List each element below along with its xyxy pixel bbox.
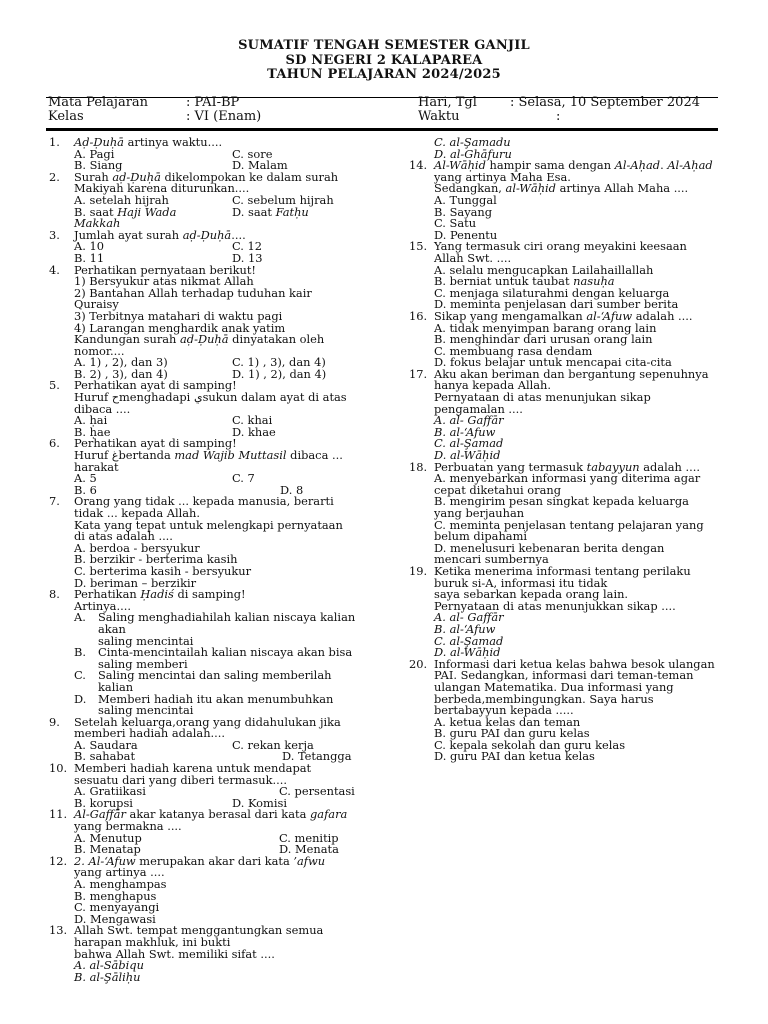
- option-a: A. al- Gaffār: [434, 413, 504, 428]
- question-text: bertabayyun kepada .....: [434, 703, 574, 718]
- option-text: Memberi hadiah itu akan menumbuhkan: [98, 691, 334, 706]
- question-text: Pernyataan di atas menunjukkan sikap ....: [434, 598, 676, 613]
- question-text: adalah ....: [632, 308, 693, 323]
- option-d: [74, 691, 369, 718]
- option-b: B. 2) , 3), dan 4): [74, 366, 168, 381]
- question-text: harapan makhluk, ini bukti: [74, 934, 231, 949]
- question-number: 11.: [49, 807, 68, 822]
- question-term: ’afwu: [293, 853, 326, 868]
- option-b: B. Menatap: [74, 842, 141, 857]
- option-label: B.: [74, 645, 86, 660]
- question-text: bahwa Allah Swt. memiliki sifat ....: [74, 946, 275, 961]
- option-a: A. 5: [74, 471, 97, 486]
- question-text: Perbuatan yang termasuk: [434, 459, 587, 474]
- question-number: 12.: [49, 853, 68, 868]
- question-2: [49, 169, 369, 231]
- option-label: C.: [74, 668, 86, 683]
- question-number: 17.: [409, 366, 428, 381]
- question-number: 16.: [409, 308, 428, 323]
- question-text: bertanda: [118, 448, 175, 463]
- option-c: C. menjaga silaturahmi dengan keluarga: [434, 285, 670, 300]
- option-b: B. ḥae: [74, 424, 111, 439]
- question-number: 6.: [49, 436, 60, 451]
- academic-year: TAHUN PELAJARAN 2024/2025: [267, 67, 501, 82]
- option-c: C. membuang rasa dendam: [434, 343, 593, 358]
- question-12: [49, 853, 369, 926]
- option-a: A. al-Sābiqu: [74, 958, 144, 973]
- question-text: memberi hadiah adalah....: [74, 726, 226, 741]
- question-text: .: [660, 158, 668, 173]
- option-b: B. saat: [74, 204, 118, 219]
- option-b: B. al-‘Afuw: [434, 424, 496, 439]
- subject-value: : PAI-BP: [186, 95, 240, 110]
- question-text: Sedangkan,: [434, 181, 506, 196]
- left-column: [49, 137, 369, 983]
- option-b: B. mengirim pesan singkat kepada keluarga: [434, 494, 689, 509]
- option-a: A. ketua kelas dan teman: [434, 714, 581, 729]
- question-number: 13.: [49, 923, 68, 938]
- question-number: 4.: [49, 262, 60, 277]
- question-text: aḍ-Ḍuḥā: [112, 169, 161, 184]
- time-label: Waktu: [418, 109, 460, 124]
- option-b: B. korupsi: [74, 795, 133, 810]
- option-a: A. Gratiikasi: [74, 784, 146, 799]
- question-text: Pernyataan di atas menunjukan sikap: [434, 390, 651, 405]
- time-value: :: [556, 109, 561, 124]
- option-c: C. khai: [232, 413, 273, 428]
- option-c: C. kepala sekolah dan guru kelas: [434, 737, 626, 752]
- question-term: Al-Aḥad: [614, 158, 661, 173]
- question-text: Allah Swt. ....: [434, 250, 512, 265]
- option-c: C. 7: [232, 471, 255, 486]
- statement-2-cont: Quraisy: [74, 297, 119, 312]
- right-column: [409, 137, 724, 763]
- question-text: menghadapi: [119, 390, 194, 405]
- option-label: D.: [74, 691, 87, 706]
- question-4: [49, 262, 369, 381]
- question-number: 5.: [49, 378, 60, 393]
- question-number: 3.: [49, 227, 60, 242]
- option-c: C. 12: [232, 239, 263, 254]
- option-c: C. menitip: [279, 830, 339, 845]
- option-d: D. beriman – berzikir: [74, 575, 197, 590]
- question-text: adalah ....: [639, 459, 700, 474]
- question-number: 10.: [49, 761, 68, 776]
- question-term: Al-Wāḥid: [434, 158, 486, 173]
- option-a: A. selalu mengucapkan Lailahaillallah: [434, 262, 654, 277]
- question-13-cont: [409, 137, 724, 160]
- question-20: [409, 656, 724, 764]
- option-text: saling memberi: [98, 656, 188, 671]
- option-d-cont: mencari sumbernya: [434, 552, 549, 567]
- question-text: dibaca ....: [74, 401, 131, 416]
- option-d: D. 1) , 2), dan 4): [232, 366, 327, 381]
- question-text: sukun dalam ayat di atas: [202, 390, 347, 405]
- option-c: C. al-Şamad: [434, 633, 504, 648]
- option-a: A. ḥai: [74, 413, 108, 428]
- option-d: D. meminta penjelasan dari sumber berita: [434, 297, 679, 312]
- question-text: harakat: [74, 459, 119, 474]
- option-d: D. guru PAI dan ketua kelas: [434, 749, 595, 764]
- question-10: [49, 763, 369, 809]
- statement-1: 1) Bersyukur atas nikmat Allah: [74, 274, 254, 289]
- header-divider-thick: [46, 128, 718, 131]
- option-a: A. tidak menyimpan barang orang lain: [434, 320, 657, 335]
- question-term: tabayyun: [586, 459, 640, 474]
- date-value: : Selasa, 10 September 2024: [510, 95, 700, 110]
- question-term: al-‘Afuw: [586, 308, 633, 323]
- statement-4: 4) Larangan menghardik anak yatim: [74, 320, 286, 335]
- option-c: [74, 670, 369, 693]
- option-b: B. al-‘Afuw: [434, 621, 496, 636]
- question-text: aḍ-Ḍuḥā: [182, 227, 232, 242]
- option-a: A. menghampas: [74, 877, 167, 891]
- option-c: C. berterima kasih - bersyukur: [74, 563, 252, 578]
- question-text: PAI. Sedangkan, informasi dari teman-teman: [434, 668, 694, 683]
- option-a: A. setelah hijrah: [74, 192, 169, 207]
- question-text: di samping!: [173, 587, 246, 602]
- option-text: saling mencintai: [98, 703, 194, 718]
- exam-title: SUMATIF TENGAH SEMESTER GANJIL: [238, 38, 530, 53]
- option-label: A.: [74, 610, 86, 625]
- statement-2: 2) Bantahan Allah terhadap tuduhan kair: [74, 285, 312, 300]
- option-text: akan: [98, 621, 126, 636]
- option-c: C. 1) , 3), dan 4): [232, 355, 326, 370]
- question-text: di atas adalah ....: [74, 529, 173, 544]
- question-number: 20.: [409, 656, 428, 671]
- statement-3: 3) Terbitnya matahari di waktu pagi: [74, 308, 283, 323]
- option-a: A. berdoa - bersyukur: [74, 540, 200, 555]
- question-term: al-Wāḥid: [505, 181, 556, 196]
- option-c: C. rekan kerja: [232, 737, 314, 752]
- option-a: A. Saudara: [74, 737, 138, 752]
- option-d: D. Malam: [232, 158, 288, 173]
- option-c: C. sore: [232, 146, 273, 161]
- question-text: akar katanya berasal dari kata: [125, 807, 310, 822]
- option-d: D. Menata: [279, 842, 339, 857]
- question-text: Aḍ-Ḍuḥā: [74, 135, 124, 149]
- option-c: C. persentasi: [279, 784, 355, 799]
- question-term: gafara: [309, 807, 348, 822]
- question-text: ulangan Matematika. Dua informasi yang: [434, 679, 674, 694]
- option-c: C. al-Şamadu: [434, 135, 511, 149]
- option-a-cont: cepat diketahui orang: [434, 482, 562, 497]
- option-c: C. meminta penjelasan tentang pelajaran yang: [434, 517, 704, 532]
- question-number: 8.: [49, 587, 60, 602]
- question-text: Ketika menerima informasi tentang perilaku: [434, 563, 691, 578]
- date-label: Hari, Tgl: [418, 95, 477, 110]
- question-text: pengamalan ....: [434, 401, 523, 416]
- question-13: [49, 925, 369, 983]
- question-1: [49, 137, 369, 172]
- option-d-term: Fatḥu: [275, 204, 309, 219]
- option-d: D. al-Ghāfuru: [434, 146, 512, 161]
- question-text: Artinya....: [74, 598, 131, 613]
- arabic-letter: ح: [111, 391, 119, 405]
- option-text: saling mencintai: [98, 633, 194, 648]
- question-number: 15.: [409, 239, 428, 254]
- question-text: Sikap yang mengamalkan: [434, 308, 587, 323]
- question-text: yang bermakna ....: [74, 819, 182, 834]
- question-text: Aku akan beriman dan bergantung sepenuhnya: [434, 366, 709, 381]
- option-b: B. sahabat: [74, 749, 136, 764]
- option-b: B. guru PAI dan guru kelas: [434, 726, 590, 741]
- option-d: D. fokus belajar untuk mencapai cita-cita: [434, 355, 672, 370]
- option-text: Cinta-mencintailah kalian niscaya akan bisa: [98, 645, 353, 660]
- option-b-term: nasuḥa: [573, 274, 615, 289]
- question-text: nomor....: [74, 343, 125, 358]
- question-text: berbeda,membingungkan. Saya harus: [434, 691, 654, 706]
- question-text: Perhatikan pernyataan berikut!: [74, 262, 257, 277]
- question-text: buruk si-A, informasi itu tidak: [434, 575, 608, 590]
- option-d: D. Komisi: [232, 795, 287, 810]
- question-text: Perhatikan ayat di samping!: [74, 436, 237, 451]
- option-a: A. 10: [74, 239, 104, 254]
- option-a: A. Pagi: [74, 146, 115, 161]
- class-value: : VI (Enam): [186, 109, 262, 124]
- question-text: Informasi dari ketua kelas bahwa besok ulangan: [434, 656, 715, 671]
- question-term: mad Wajib Muttasil: [174, 448, 287, 463]
- class-label: Kelas: [48, 109, 84, 124]
- option-d: D. al-Wāḥid: [434, 645, 501, 660]
- question-text: Kata yang tepat untuk melengkapi pernyataan: [74, 517, 343, 532]
- question-15: [409, 241, 724, 311]
- option-b-term: Haji Wada: [117, 204, 177, 219]
- question-14: [409, 160, 724, 241]
- option-d: D. 8: [280, 482, 304, 497]
- question-text: hanya kepada Allah.: [434, 378, 551, 393]
- question-text: Makiyah karena diturunkan....: [74, 181, 250, 196]
- option-text: kalian: [98, 679, 134, 694]
- question-term: Al-Gaffār: [74, 807, 126, 822]
- question-text: Orang yang tidak ... kepada manusia, berarti: [74, 494, 334, 509]
- question-7: [49, 496, 369, 589]
- option-a: A. Menutup: [74, 830, 142, 845]
- option-b-cont: yang berjauhan: [434, 506, 525, 520]
- question-18: [409, 459, 724, 567]
- option-text: Saling menghadiahilah kalian niscaya kalian: [98, 610, 356, 625]
- question-text: sesuatu dari yang diberi termasuk....: [74, 772, 287, 787]
- option-c: C. sebelum hijrah: [232, 192, 334, 207]
- question-11: [49, 809, 369, 855]
- option-b: B. berzikir - berterima kasih: [74, 552, 238, 567]
- arabic-letter: ي: [193, 391, 203, 405]
- question-term: Al-Aḥad: [667, 158, 713, 173]
- question-text: Huruf: [74, 448, 112, 463]
- question-text: Kandungan surah: [74, 332, 181, 347]
- option-b: B. Sayang: [434, 204, 493, 219]
- option-b: B. Siang: [74, 158, 123, 173]
- option-b: B. 6: [74, 482, 97, 497]
- question-number: 14.: [409, 158, 428, 173]
- arabic-letter: غ: [111, 449, 119, 463]
- option-d: D. khae: [232, 424, 276, 439]
- option-d: D. Mengawasi: [74, 911, 156, 926]
- question-text: Setelah keluarga,orang yang didahulukan jika: [74, 714, 341, 729]
- question-5: [49, 380, 369, 438]
- question-term: 2. Al-‘Afuw: [74, 853, 136, 868]
- question-term: Ḥadiś: [140, 587, 174, 602]
- question-text: artinya Allah Maha ....: [555, 181, 689, 196]
- option-b: B. berniat untuk taubat: [434, 274, 574, 289]
- question-text: Yang termasuk ciri orang meyakini keesaan: [434, 239, 687, 254]
- option-b: B. al-Şāliḥu: [74, 969, 141, 984]
- question-text: hampir sama dengan: [485, 158, 615, 173]
- question-text: Jumlah ayat surah: [74, 227, 183, 242]
- question-text: dikelompokan ke dalam surah: [160, 169, 339, 184]
- option-d-term-cont: Makkah: [74, 216, 121, 231]
- option-d: D. saat: [232, 204, 276, 219]
- school-name: SD NEGERI 2 KALAPAREA: [285, 52, 483, 68]
- question-text: ....: [231, 227, 246, 242]
- question-text: saya sebarkan kepada orang lain.: [434, 587, 629, 602]
- question-text: yang artinya Maha Esa.: [434, 169, 571, 184]
- option-b: B. menghapus: [74, 888, 157, 903]
- option-a: [74, 612, 369, 647]
- question-text: Memberi hadiah karena untuk mendapat: [74, 761, 312, 776]
- option-a: A. 1) , 2), dan 3): [74, 355, 168, 370]
- option-c: C. al-Şamad: [434, 436, 504, 451]
- question-19: [409, 563, 724, 660]
- question-text: Perhatikan: [74, 587, 141, 602]
- question-6: [49, 438, 369, 496]
- question-text: dibaca ...: [286, 448, 343, 463]
- question-number: 9.: [49, 714, 60, 729]
- exam-header: [0, 39, 768, 83]
- question-8: [49, 589, 369, 717]
- option-d: D. Tetangga: [282, 749, 352, 764]
- question-text: Allah Swt. tempat menggantungkan semua: [74, 923, 324, 938]
- option-d: D. al-Wāḥid: [434, 448, 501, 463]
- question-number: 18.: [409, 459, 428, 474]
- option-c: C. Satu: [434, 216, 477, 231]
- option-a: A. menyebarkan informasi yang diterima agar: [434, 471, 701, 486]
- question-3: [49, 227, 369, 265]
- option-a: A. Tunggal: [434, 192, 497, 207]
- option-d: D. Penentu: [434, 227, 498, 242]
- question-text: artinya waktu....: [123, 135, 223, 149]
- option-b: [74, 647, 369, 670]
- question-text: Surah: [74, 169, 113, 184]
- question-text: Perhatikan ayat di samping!: [74, 378, 237, 393]
- question-text: aḍ-Ḍuḥā: [180, 332, 229, 347]
- question-text: yang artinya ....: [74, 865, 165, 880]
- option-b: B. 11: [74, 250, 105, 265]
- option-c: C. menyayangi: [74, 900, 160, 915]
- question-number: 7.: [49, 494, 60, 509]
- question-9: [49, 714, 369, 764]
- option-c-cont: belum dipahami: [434, 529, 528, 544]
- question-text: dinyatakan oleh: [228, 332, 325, 347]
- question-text: merupakan akar dari kata: [135, 853, 294, 868]
- question-number: 1.: [49, 135, 60, 149]
- question-17: [409, 366, 724, 463]
- question-text: tidak ... kepada Allah.: [74, 506, 200, 520]
- option-b: B. menghindar dari urusan orang lain: [434, 332, 653, 347]
- option-a: A. al- Gaffār: [434, 610, 504, 625]
- question-number: 2.: [49, 169, 60, 184]
- option-text: Saling mencintai dan saling memberilah: [98, 668, 332, 683]
- subject-label: Mata Pelajaran: [48, 95, 149, 110]
- question-number: 19.: [409, 563, 428, 578]
- question-16: [409, 308, 724, 370]
- option-d: D. 13: [232, 250, 263, 265]
- question-text: Huruf: [74, 390, 112, 405]
- option-d: D. menelusuri kebenaran berita dengan: [434, 540, 665, 555]
